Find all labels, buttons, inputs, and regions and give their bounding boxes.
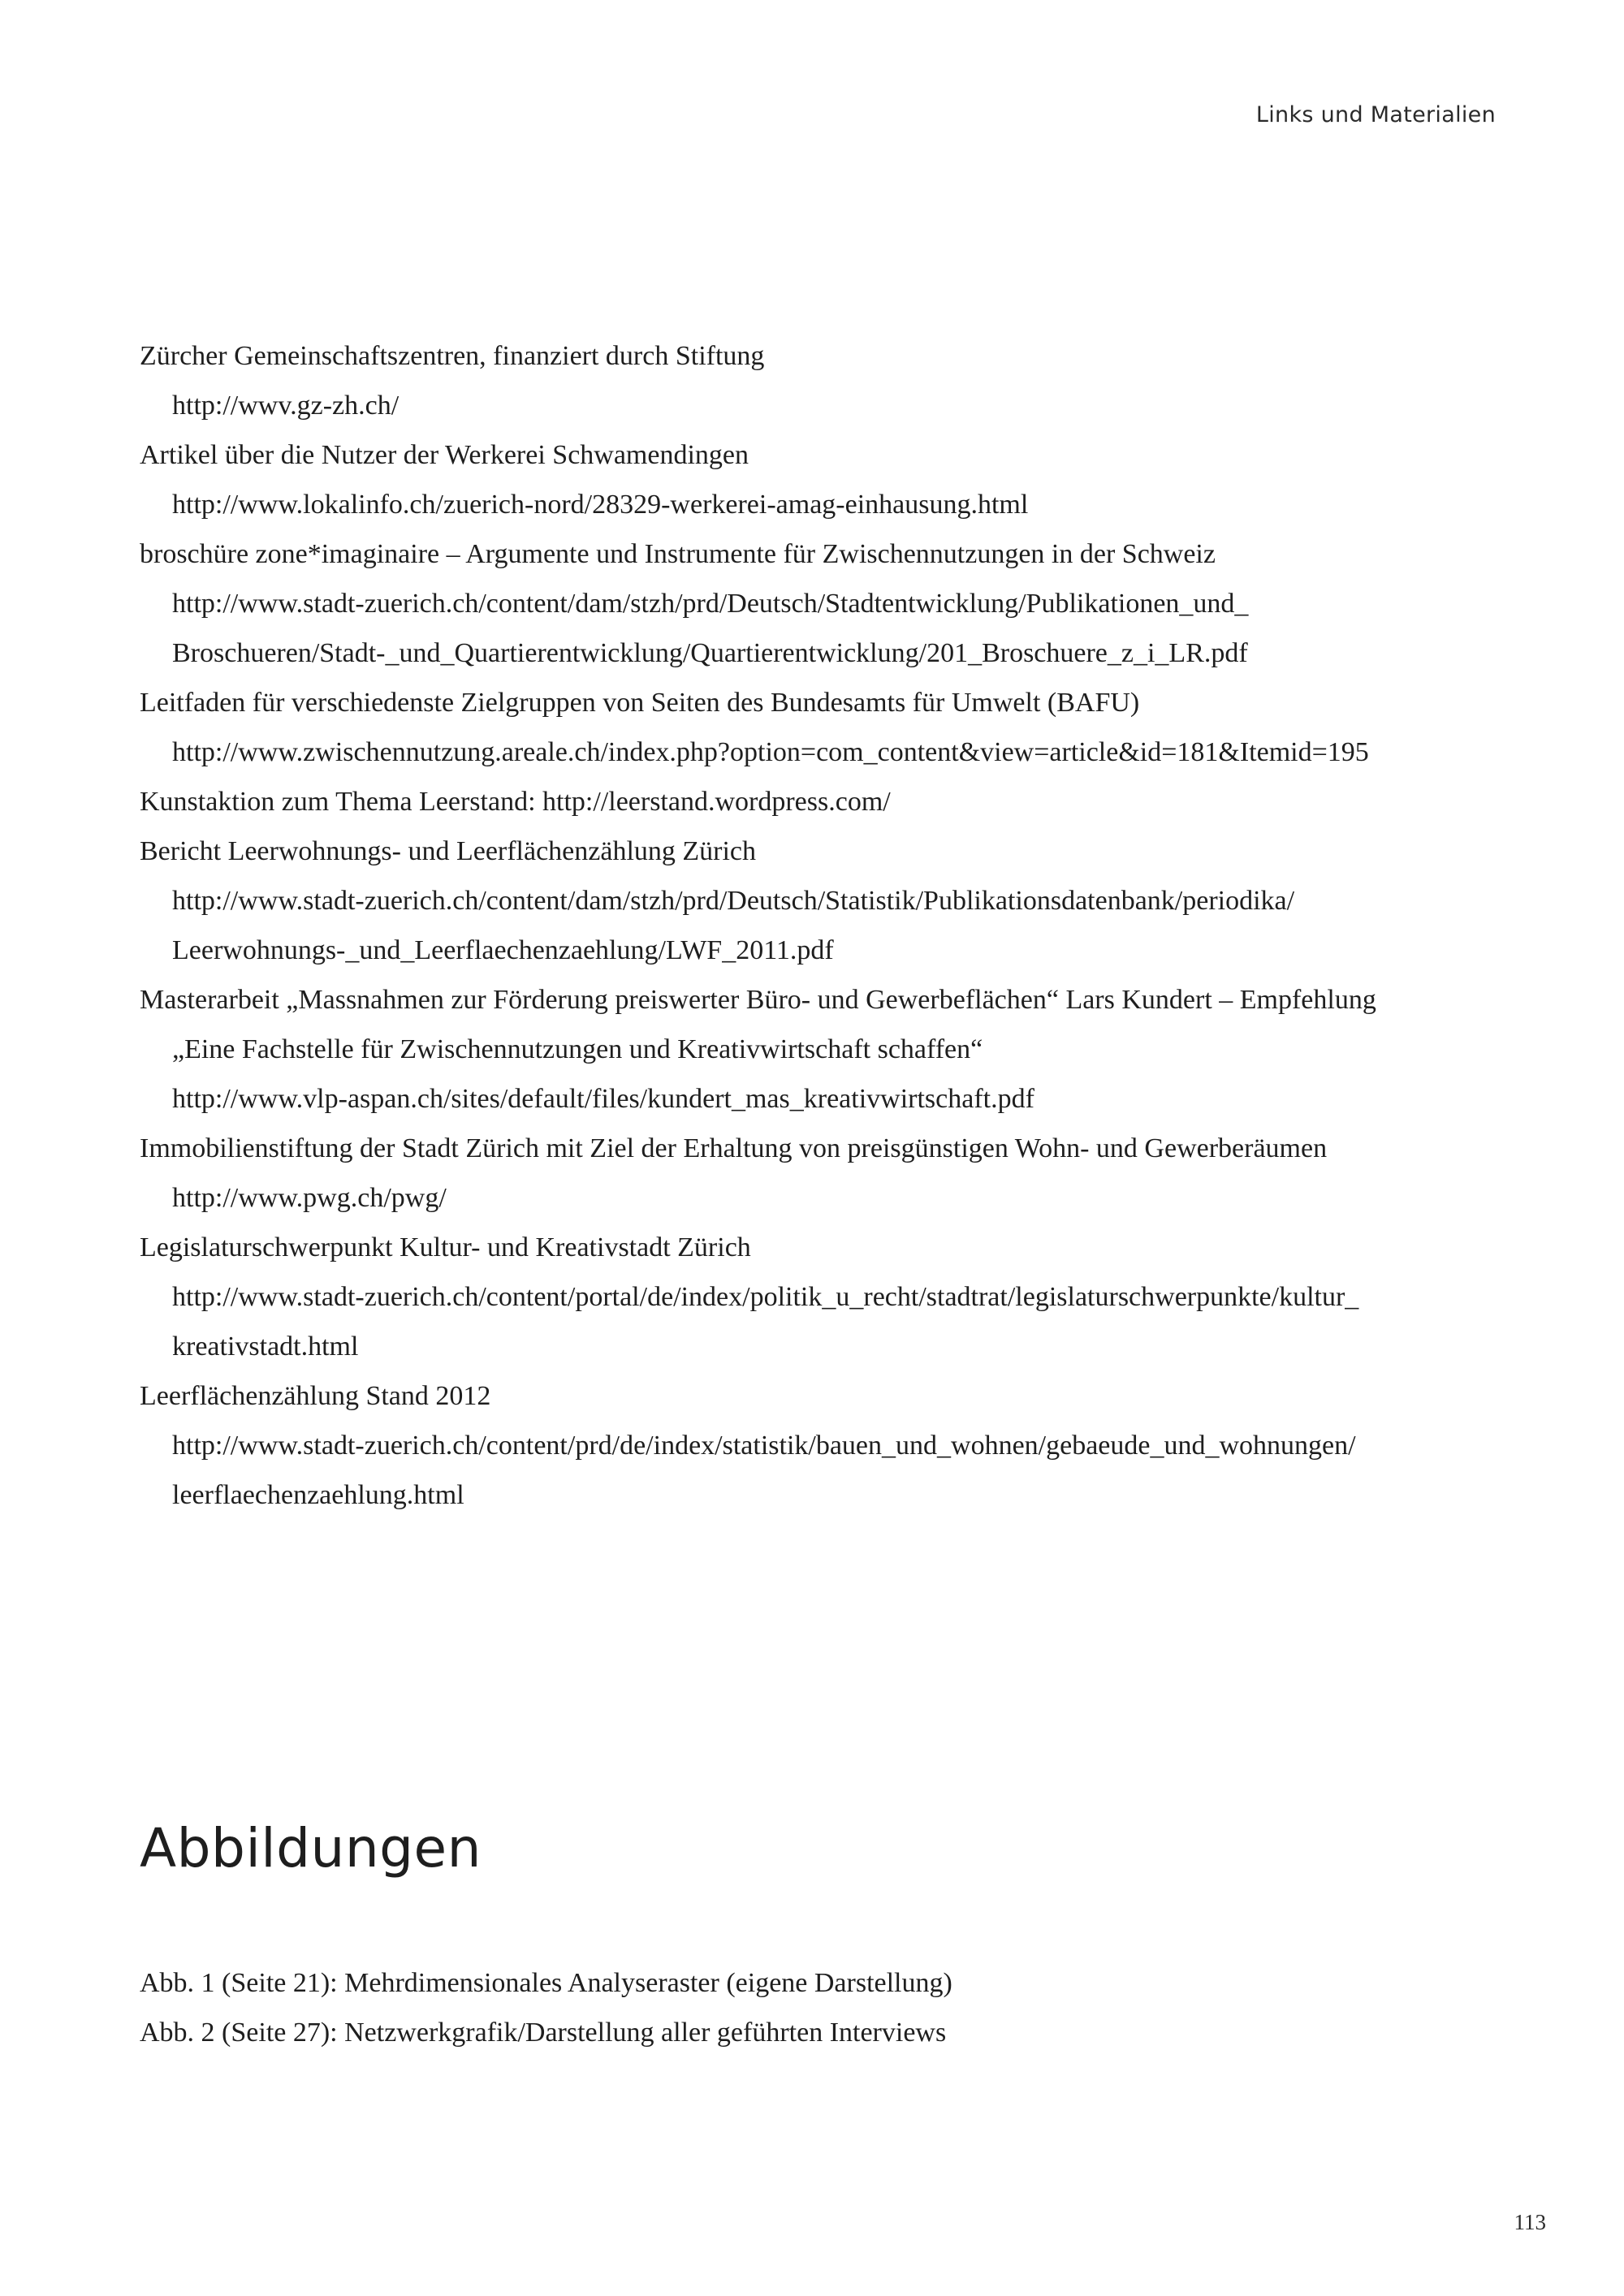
link-url-continuation[interactable]: kreativstadt.html	[172, 1331, 359, 1362]
link-url[interactable]: http://www.stadt-zuerich.ch/content/dam/stzh/prd/Deutsch/Stadtentwicklung/Publikationen_und_	[172, 589, 1249, 619]
page-number: 113	[1514, 2210, 1546, 2234]
link-description: Artikel über die Nutzer der Werkerei Schwamendingen	[140, 440, 749, 470]
link-url[interactable]: http://www.stadt-zuerich.ch/content/dam/stzh/prd/Deutsch/Statistik/Publikationsdatenbank/periodika/	[172, 886, 1295, 916]
link-description: Leitfaden für verschiedenste Zielgruppen von Seiten des Bundesamts für Umwelt (BAFU)	[140, 688, 1140, 718]
link-description-continuation: „Eine Fachstelle für Zwischennutzungen und Kreativwirtschaft schaffen“	[172, 1034, 983, 1064]
link-description: Masterarbeit „Massnahmen zur Förderung preiswerter Büro- und Gewerbeflächen“ Lars Kundert – Empfehlung	[140, 985, 1376, 1015]
link-description: Zürcher Gemeinschaftszentren, finanziert durch Stiftung	[140, 341, 765, 371]
link-url-continuation[interactable]: Leerwohnungs-_und_Leerflaechenzaehlung/LWF_2011.pdf	[172, 935, 834, 965]
link-description: Immobilienstiftung der Stadt Zürich mit Ziel der Erhaltung von preisgünstigen Wohn- und Gewerberäumen	[140, 1133, 1328, 1163]
figure-item: Abb. 2 (Seite 27): Netzwerkgrafik/Darstellung aller geführten Interviews	[140, 2018, 947, 2048]
link-url[interactable]: http://www.zwischennutzung.areale.ch/index.php?option=com_content&view=article&id=181&Itemid=195	[172, 737, 1369, 767]
link-url-continuation[interactable]: Broschueren/Stadt-_und_Quartierentwicklung/Quartierentwicklung/201_Broschuere_z_i_LR.pdf	[172, 638, 1248, 668]
link-description: Bericht Leerwohnungs- und Leerflächenzählung Zürich	[140, 836, 757, 866]
link-url[interactable]: http://www.lokalinfo.ch/zuerich-nord/28329-werkerei-amag-einhausung.html	[172, 490, 1029, 520]
link-description: broschüre zone*imaginaire – Argumente und Instrumente für Zwischennutzungen in der Schweiz	[140, 539, 1216, 569]
link-url[interactable]: http://wwv.gz-zh.ch/	[172, 391, 400, 421]
link-url[interactable]: http://www.pwg.ch/pwg/	[172, 1183, 447, 1213]
link-url[interactable]: http://www.stadt-zuerich.ch/content/prd/de/index/statistik/bauen_und_wohnen/gebaeude_und_wohnungen/	[172, 1431, 1356, 1461]
links-list	[140, 331, 1504, 1520]
link-description: Kunstaktion zum Thema Leerstand: http://leerstand.wordpress.com/	[140, 787, 891, 817]
link-url[interactable]: http://www.stadt-zuerich.ch/content/portal/de/index/politik_u_recht/stadtrat/legislaturschwerpunkte/kultur_	[172, 1282, 1359, 1312]
figures-list	[140, 1958, 1504, 2057]
link-url[interactable]: http://www.vlp-aspan.ch/sites/default/files/kundert_mas_kreativwirtschaft.pdf	[172, 1084, 1034, 1114]
figure-item: Abb. 1 (Seite 21): Mehrdimensionales Analyseraster (eigene Darstellung)	[140, 1968, 952, 1998]
link-description: Legislaturschwerpunkt Kultur- und Kreativstadt Zürich	[140, 1232, 751, 1262]
link-description: Leerflächenzählung Stand 2012	[140, 1381, 491, 1411]
running-header: Links und Materialien	[1255, 102, 1496, 127]
section-heading-abbildungen: Abbildungen	[140, 1817, 482, 1880]
link-url-continuation[interactable]: leerflaechenzaehlung.html	[172, 1480, 464, 1510]
